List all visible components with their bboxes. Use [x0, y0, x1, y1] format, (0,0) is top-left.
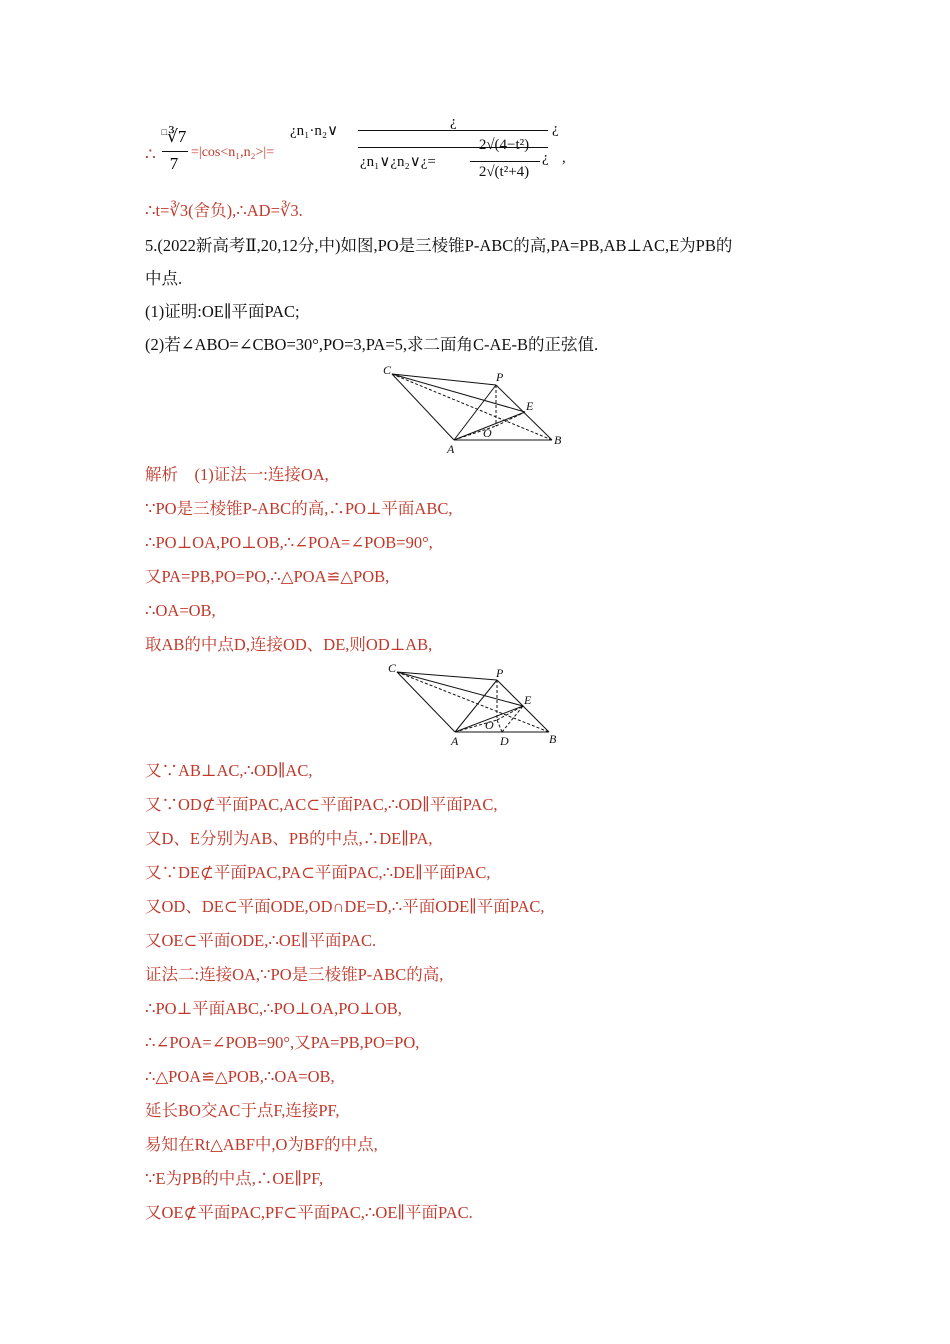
edge-OD [497, 720, 502, 732]
text-line: 又OE⊂平面ODE,∴OE∥平面PAC. [145, 931, 377, 950]
big-close-right: ¿ [552, 121, 559, 137]
text-line: 又D、E分别为AB、PB的中点,∴DE∥PA, [145, 829, 433, 848]
inner-denominator: 2√(t²+4) [478, 164, 530, 180]
label-P: P [496, 666, 504, 680]
fraction-denominator: 7 [169, 154, 179, 173]
label-E: E [526, 399, 534, 413]
edge-CA [397, 672, 455, 732]
problem-statement: 5.(2022新高考Ⅱ,20,12分,中)如图,PO是三棱锥P-ABC的高,PA=PB,AB⊥AC,E为PB的 [145, 236, 733, 255]
text-line: ∴PO⊥平面ABC,∴PO⊥OA,PO⊥OB, [145, 999, 402, 1018]
text-line: 又OE⊄平面PAC,PF⊂平面PAC,∴OE∥平面PAC. [145, 1203, 473, 1222]
root-index: □ [161, 127, 168, 137]
big-numerator-left: ¿n₁·n₂∨ [290, 123, 339, 139]
formula-comma: , [562, 150, 566, 166]
label-O: O [485, 718, 494, 732]
label-D: D [500, 734, 509, 748]
fraction-numerator: □∛7 [161, 127, 187, 146]
text-line: 又∵OD⊄平面PAC,AC⊂平面PAC,∴OD∥平面PAC, [145, 795, 498, 814]
problem-part-2: (2)若∠ABO=∠CBO=30°,PO=3,PA=5,求二面角C-AE-B的正弦值. [145, 335, 599, 354]
big-denominator: ¿n₁∨¿n₂∨¿= [360, 154, 436, 170]
pyramid-figure-2 [385, 660, 575, 752]
text-line: ∵E为PB的中点,∴OE∥PF, [145, 1169, 324, 1188]
text-line: 又∵DE⊄平面PAC,PA⊂平面PAC,∴DE∥平面PAC, [145, 863, 491, 882]
text-line: ∴t=∛3(舍负),∴AD=∛3. [145, 201, 303, 220]
label-O: O [483, 426, 492, 440]
pyramid-figure-1 [380, 362, 580, 457]
cos-expression: =|cos<n₁,n₂>|= [191, 145, 275, 160]
label-P: P [496, 370, 504, 384]
text-line: ∴∠POA=∠POB=90°,又PA=PB,PO=PO, [145, 1033, 420, 1052]
big-numerator-right: ¿ [450, 114, 457, 130]
label-B: B [549, 732, 557, 746]
edge-CP [392, 374, 496, 385]
text-line: 延长BO交AC于点F,连接PF, [145, 1101, 340, 1120]
label-C: C [383, 363, 392, 377]
label-B: B [554, 433, 562, 447]
text-line: ∵PO是三棱锥P-ABC的高,∴PO⊥平面ABC, [145, 499, 453, 518]
label-A: A [451, 734, 459, 748]
text-line: 易知在Rt△ABF中,O为BF的中点, [145, 1135, 378, 1154]
label-A: A [447, 442, 455, 456]
label-C: C [388, 661, 397, 675]
text-line: ∴PO⊥OA,PO⊥OB,∴∠POA=∠POB=90°, [145, 533, 433, 552]
solution-heading: 解析 (1)证法一:连接OA, [145, 465, 329, 484]
proof-method-2-heading: 证法二:连接OA,∵PO是三棱锥P-ABC的高, [145, 965, 444, 984]
numerator-value: 7 [177, 127, 187, 146]
text-line: ∴△POA≌△POB,∴OA=OB, [145, 1067, 335, 1086]
edge-CE [392, 374, 525, 412]
inner-numerator: 2√(4−t²) [478, 137, 530, 153]
text-line: 又PA=PB,PO=PO,∴△POA≌△POB, [145, 567, 390, 586]
fraction-bar [162, 151, 188, 152]
label-E: E [524, 693, 532, 707]
problem-part-1: (1)证明:OE∥平面PAC; [145, 302, 300, 321]
inner-fraction-bar [470, 161, 540, 162]
problem-statement-cont: 中点. [145, 269, 183, 288]
therefore-symbol: ∴ [145, 145, 156, 164]
edge-CA [392, 374, 454, 440]
big-tail: ¿ [542, 150, 549, 166]
text-line: 又OD、DE⊂平面ODE,OD∩DE=D,∴平面ODE∥平面PAC, [145, 897, 545, 916]
text-line: ∴OA=OB, [145, 601, 216, 620]
text-line: 取AB的中点D,连接OD、DE,则OD⊥AB, [145, 635, 433, 654]
text-line: 又∵AB⊥AC,∴OD∥AC, [145, 761, 313, 780]
